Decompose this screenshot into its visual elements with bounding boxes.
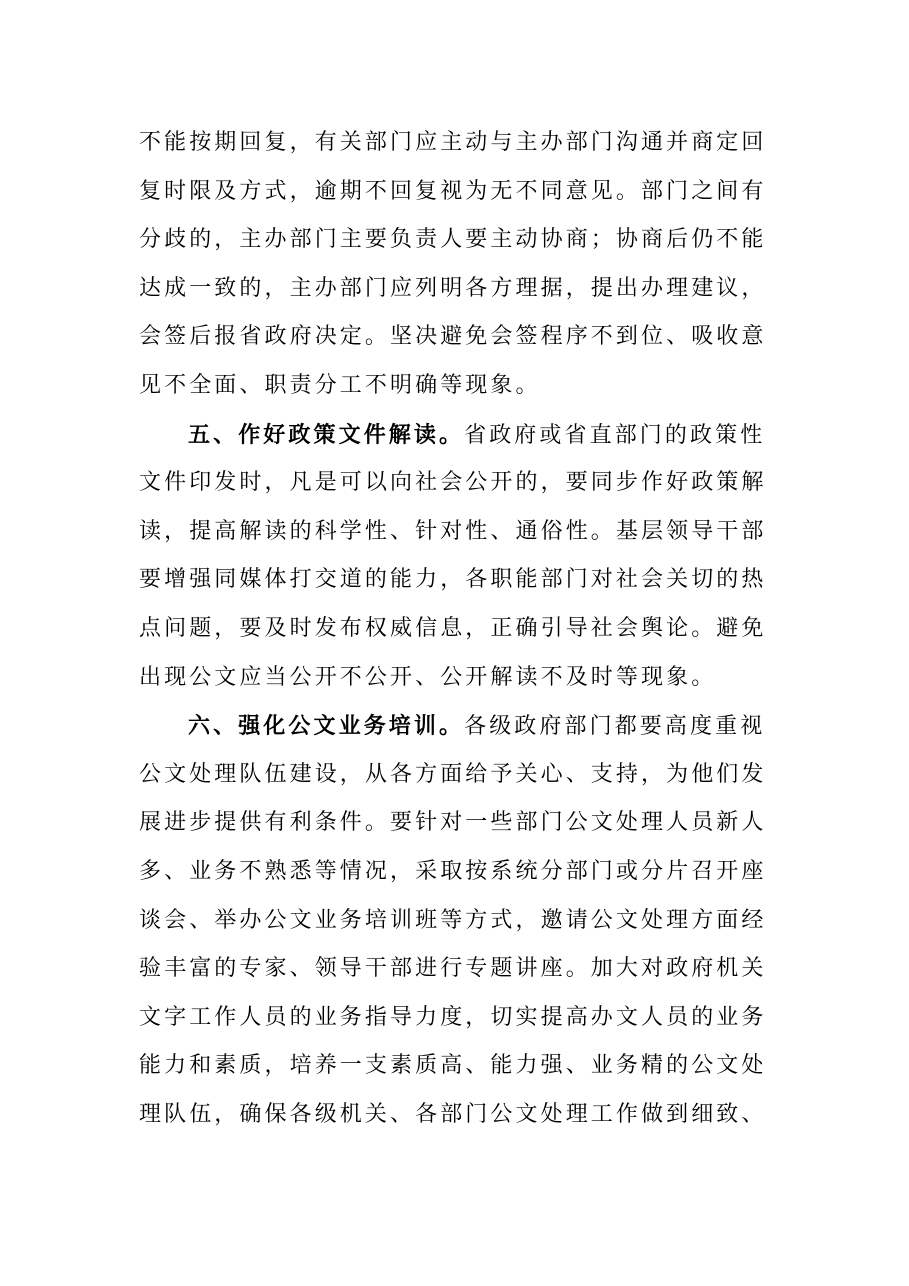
paragraph-continued	[139, 119, 767, 411]
text-line: 见不全面、职责分工不明确等现象。	[139, 372, 541, 398]
text-line: 读，提高解读的科学性、针对性、通俗性。基层领导干部	[139, 518, 767, 544]
section-policy-interpretation	[139, 411, 767, 703]
text-line: 文字工作人员的业务指导力度，切实提高办文人员的业务	[139, 1004, 767, 1030]
document-body	[139, 119, 767, 1139]
text-line: 验丰富的专家、领导干部进行专题讲座。加大对政府机关	[139, 956, 767, 982]
text-line: 展进步提供有利条件。要针对一些部门公文处理人员新人	[139, 810, 767, 836]
text-line: 不能按期回复，有关部门应主动与主办部门沟通并商定回	[139, 130, 767, 155]
section-business-training	[139, 702, 767, 1139]
section-heading: 六、强化公文业务培训。	[188, 713, 465, 740]
section-first-line	[139, 702, 766, 751]
section-heading: 五、作好政策文件解读。	[188, 421, 465, 448]
text-line: 理队伍，确保各级机关、各部门公文处理工作做到细致、	[139, 1101, 767, 1127]
text-line: 多、业务不熟悉等情况，采取按系统分部门或分片召开座	[139, 858, 767, 884]
text-line: 点问题，要及时发布权威信息，正确引导社会舆论。避免	[139, 615, 767, 641]
text-line: 达成一致的，主办部门应列明各方理据，提出办理建议，	[139, 275, 767, 301]
section-first-line-text: 各级政府部门都要高度重视	[464, 714, 766, 740]
section-first-line	[139, 411, 766, 460]
text-line: 分歧的，主办部门主要负责人要主动协商；协商后仍不能	[139, 227, 767, 253]
text-line: 文件印发时，凡是可以向社会公开的，要同步作好政策解	[139, 470, 767, 496]
text-line: 出现公文应当公开不公开、公开解读不及时等现象。	[139, 664, 717, 690]
text-line: 公文处理队伍建设，从各方面给予关心、支持，为他们发	[139, 761, 767, 787]
text-line: 能力和素质，培养一支素质高、能力强、业务精的公文处	[139, 1053, 767, 1079]
text-line: 会签后报省政府决定。坚决避免会签程序不到位、吸收意	[139, 324, 767, 350]
text-line: 谈会、举办公文业务培训班等方式，邀请公文处理方面经	[139, 907, 767, 933]
text-line: 要增强同媒体打交道的能力，各职能部门对社会关切的热	[139, 567, 767, 593]
text-line: 复时限及方式，逾期不回复视为无不同意见。部门之间有	[139, 178, 767, 204]
section-first-line-text: 省政府或省直部门的政策性	[464, 422, 766, 448]
